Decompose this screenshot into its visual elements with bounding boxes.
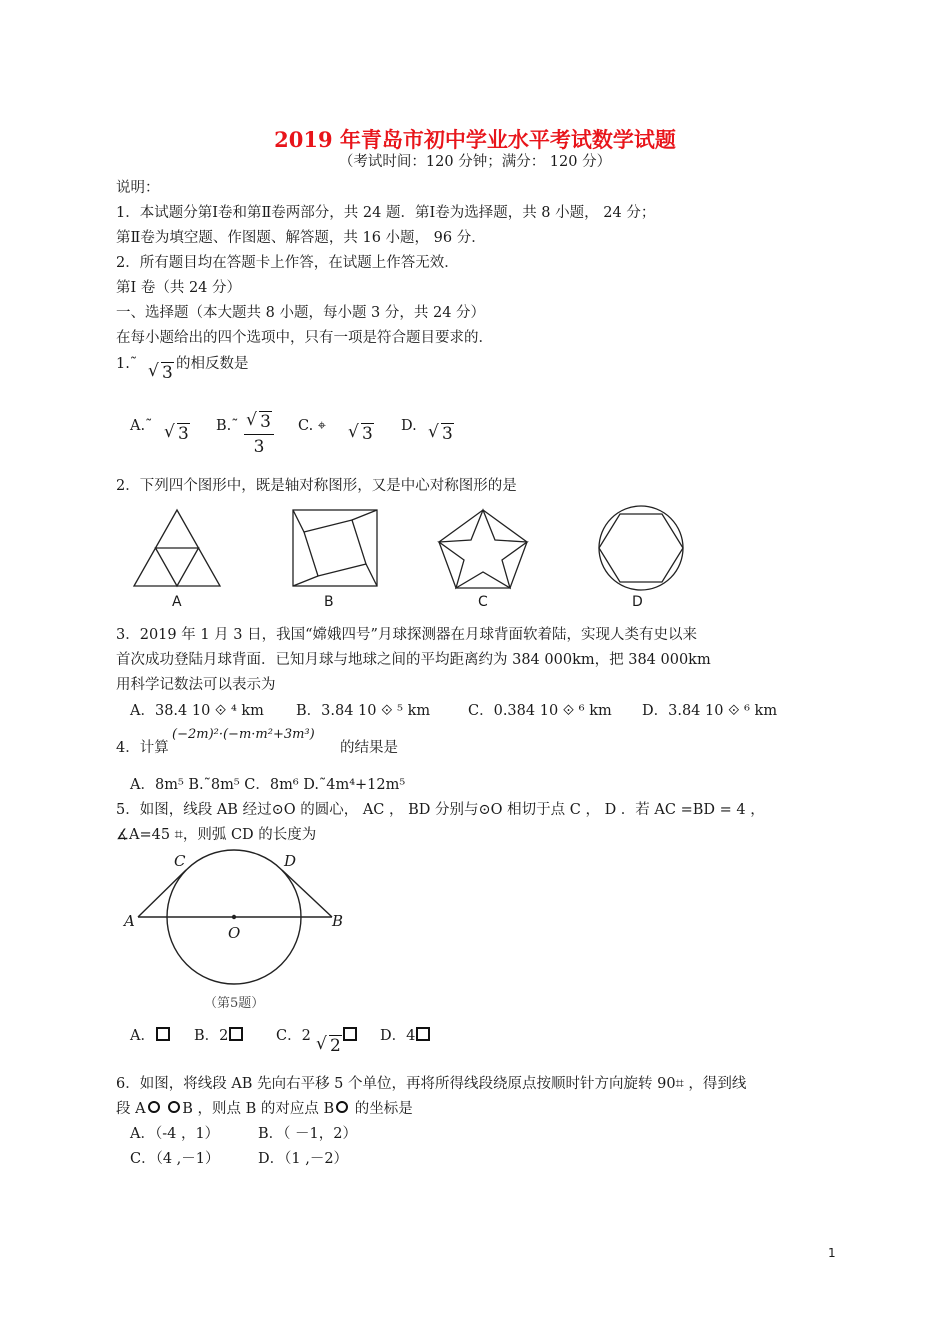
q4-suffix: 的结果是 (340, 740, 398, 756)
prime-mark-icon (336, 1101, 348, 1113)
q4-prefix: 4．计算 (116, 740, 169, 756)
q5-option-c-pi (342, 1026, 357, 1046)
q5-line-1: 5．如图，线段 AB 经过⊙O 的圆心， AC ， BD 分别与⊙O 相切于点 C ， D ．若 AC =BD = 4 ， (116, 802, 765, 818)
q3-line-1: 3．2019 年 1 月 3 日，我国“嫦娥四号”月球探测器在月球背面软着陆，实现人类有史以来 (116, 627, 697, 643)
q1-option-c-label: C. ⌖ (298, 418, 326, 434)
page-number: 1 (828, 1246, 836, 1260)
q5-option-d (380, 1026, 430, 1046)
q6-option-d: D．（1 ,－2） (258, 1151, 349, 1167)
exam-title: 2019 年青岛市初中学业水平考试数学试题 (274, 127, 676, 152)
q5-option-c (276, 1026, 311, 1046)
q1-option-c-sqrt: √ 3 (348, 422, 373, 444)
q6-option-c: C．（4 ,－1） (130, 1151, 220, 1167)
q5-option-b (194, 1026, 243, 1046)
section-heading: 一、选择题（本大题共 8 小题，每小题 3 分，共 24 分） (116, 305, 486, 321)
q5-figure (120, 848, 360, 998)
q2-label-c: C (478, 594, 488, 610)
pi-square-icon (343, 1027, 357, 1041)
q5-option-a-label: A． (130, 1028, 155, 1044)
prime-mark-icon (168, 1101, 180, 1113)
pi-square-icon (156, 1027, 170, 1041)
pi-square-icon (416, 1027, 430, 1041)
section-instruction: 在每小题给出的四个选项中，只有一项是符合题目要求的． (116, 330, 493, 346)
q6-line-2: 段 A B ，则点 B 的对应点 B 的坐标是 (116, 1101, 413, 1117)
q2-label-a: A (172, 594, 182, 610)
q3-line-2: 首次成功登陆月球背面．已知月球与地球之间的平均距离约为 384 000km，把 384 000km (116, 652, 711, 668)
q1-radicand: 3 (162, 363, 173, 383)
q3-option-a: A．38.4 10 ⟐ ⁴ km (130, 703, 264, 719)
q1-option-b-fraction: √ 3 3 (244, 412, 274, 457)
intro-heading: 说明： (116, 180, 160, 196)
q5-label-o: O (228, 924, 241, 942)
q2-label-d: D (632, 594, 643, 610)
q1-option-b-denominator: 3 (253, 437, 265, 457)
q1-sqrt: √ 3 (148, 361, 173, 383)
q1-option-b-label: B.˜ (216, 418, 239, 434)
q1-stem: 的相反数是 (176, 356, 249, 372)
q1-option-d-label: D. (401, 418, 417, 434)
q2-figure-d (599, 506, 683, 590)
q3-option-d: D．3.84 10 ⟐ ⁶ km (642, 703, 778, 719)
q5-option-c-radicand: 2 (330, 1036, 341, 1056)
q3-option-b: B．3.84 10 ⟐ ⁵ km (296, 703, 431, 719)
q6-option-b: B．（ －1，2） (258, 1126, 357, 1142)
q4-options: A．8m⁵ B.˜8m⁵ C．8m⁶ D.˜4m⁴+12m⁵ (130, 777, 406, 793)
q5-option-c-sqrt: √ 2 (316, 1034, 341, 1056)
q6-option-a: A．（-4 ，1） (130, 1126, 220, 1142)
q3-option-c: C．0.384 10 ⟐ ⁶ km (468, 703, 612, 719)
q4-expression: (−2m)²·(−m·m²+3m³) (172, 727, 315, 742)
q5-label-d: D (284, 852, 297, 870)
q1-number: 1.˜ (116, 356, 138, 372)
q5-line-2: ∡A=45 ⌗，则弧 CD 的长度为 (116, 827, 317, 843)
q5-option-c-label: C．2 (276, 1028, 311, 1044)
q2-figures (120, 500, 720, 615)
q5-option-b-label: B．2 (194, 1028, 229, 1044)
q5-option-a (130, 1026, 170, 1046)
q2-figure-b (293, 510, 377, 586)
q1-option-a-label: A.˜ (130, 418, 153, 434)
q2-figure-a (134, 510, 220, 586)
prime-mark-icon (148, 1101, 160, 1113)
q5-label-a: A (124, 912, 135, 930)
exam-subtitle: （考试时间：120 分钟；满分： 120 分） (338, 154, 612, 170)
q2-stem: 2．下列四个图形中，既是轴对称图形，又是中心对称图形的是 (116, 478, 517, 494)
q5-center-dot (232, 915, 236, 919)
q3-line-3: 用科学记数法可以表示为 (116, 677, 276, 693)
intro-line-3: 2．所有题目均在答题卡上作答，在试题上作答无效． (116, 255, 459, 271)
q2-label-b: B (324, 594, 334, 610)
intro-line-1: 1．本试题分第Ⅰ卷和第Ⅱ卷两部分，共 24 题．第Ⅰ卷为选择题，共 8 小题， 24 分； (116, 205, 656, 221)
q1-option-a-sqrt: √ 3 (164, 422, 189, 444)
pi-square-icon (229, 1027, 243, 1041)
q1-option-b-numerator: 3 (260, 412, 271, 432)
q6-line-1: 6．如图，将线段 AB 先向右平移 5 个单位，再将所得线段绕原点按顺时针方向旋转 90⌗ ，得到线 (116, 1076, 747, 1092)
q2-figure-c (439, 510, 527, 588)
q5-caption: （第5题） (204, 996, 265, 1011)
intro-line-2: 第Ⅱ卷为填空题、作图题、解答题，共 16 小题， 96 分． (116, 230, 486, 246)
q5-label-c: C (174, 852, 186, 870)
part-heading: 第Ⅰ 卷（共 24 分） (116, 280, 242, 296)
q1-option-d-sqrt: √ 3 (428, 422, 453, 444)
q5-option-d-label: D．4 (380, 1028, 416, 1044)
q5-label-b: B (332, 912, 344, 930)
